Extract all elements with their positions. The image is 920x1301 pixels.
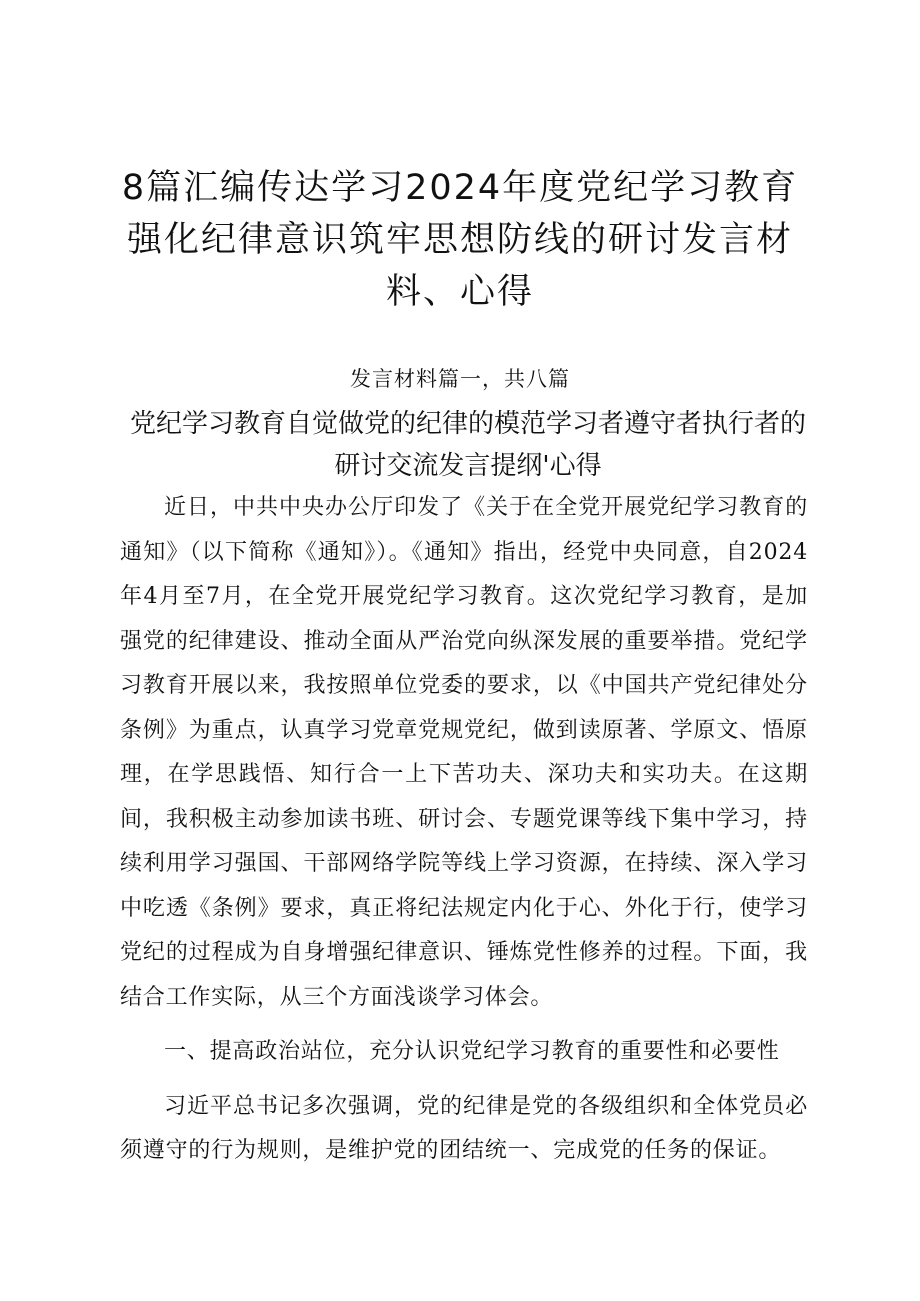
paragraph: 习近平总书记多次强调，党的纪律是党的各级组织和全体党员必须遵守的行为规则，是维护党的团结统一、完成党的任务的保证。 <box>120 1093 808 1163</box>
document-body <box>120 486 808 1174</box>
paragraph: 近日，中共中央办公厅印发了《关于在全党开展党纪学习教育的通知》（以下简称《通知》）。《通知》指出，经党中央同意，自2024年4月至7月，在全党开展党纪学习教育。这次党纪学习教育，是加强党的纪律建设、推动全面从严治党向纵深发展的重要举措。党纪学习教育开展以来，我按照单位党委的要求，以《中国共产党纪律处分条例》为重点，认真学习党章党规党纪，做到读原著、学原文、悟原理，在学思践悟、知行合一上下苦功夫、深功夫和实功夫。在这期间，我积极主动参加读书班、研讨会、专题党课等线下集中学习，持续利用学习强国、干部网络学院等线上学习资源，在持续、深入学习中吃透《条例》要求，真正将纪法规定内化于心、外化于行，使学习党纪的过程成为自身增强纪律意识、锤炼党性修养的过程。下面，我结合工作实际，从三个方面浅谈学习体会。 <box>120 495 808 1010</box>
section-title: 党纪学习教育自觉做党的纪律的模范学习者遵守者执行者的研讨交流发言提纲'心得 <box>129 409 806 481</box>
section-heading: 一、提高政治站位，充分认识党纪学习教育的重要性和必要性 <box>164 1039 780 1064</box>
document-subtitle: 发言材料篇一，共八篇 <box>350 367 570 391</box>
document-title: 8篇汇编传达学习2024年度党纪学习教育强化纪律意识筑牢思想防线的研讨发言材料、心得 <box>121 168 799 312</box>
